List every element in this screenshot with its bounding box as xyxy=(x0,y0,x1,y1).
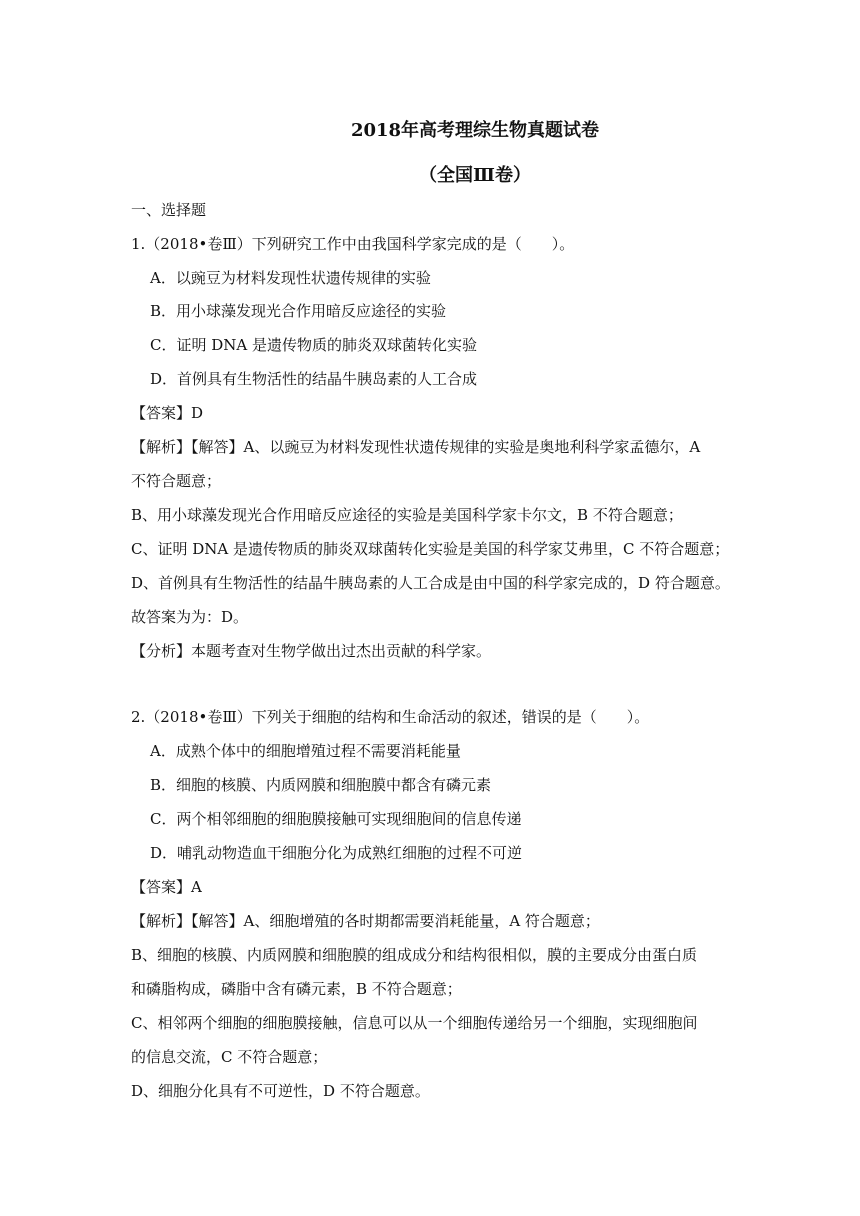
q2-explanation-line-3a: C、相邻两个细胞的细胞膜接触，信息可以从一个细胞传递给另一个细胞，实现细胞间 xyxy=(131,1014,698,1032)
q1-analysis: 【分析】本题考查对生物学做出过杰出贡献的科学家。 xyxy=(131,642,492,660)
document-title: 2018年高考理综生物真题试卷 xyxy=(350,120,600,141)
q1-answer: 【答案】D xyxy=(131,404,204,422)
section-heading: 一、选择题 xyxy=(131,201,207,219)
q1-option-d: D．首例具有生物活性的结晶牛胰岛素的人工合成 xyxy=(150,370,478,388)
q1-explanation-line-1b: 不符合题意； xyxy=(131,472,222,490)
q1-option-c: C．证明 DNA 是遗传物质的肺炎双球菌转化实验 xyxy=(150,336,477,354)
q2-explanation-line-4: D、细胞分化具有不可逆性，D 不符合题意。 xyxy=(131,1082,430,1100)
q2-option-b: B．细胞的核膜、内质网膜和细胞膜中都含有磷元素 xyxy=(150,776,492,794)
q2-explanation-line-1: 【解析】【解答】A、细胞增殖的各时期都需要消耗能量，A 符合题意； xyxy=(131,912,600,930)
q1-explanation-line-2: B、用小球藻发现光合作用暗反应途径的实验是美国科学家卡尔文，B 不符合题意； xyxy=(131,506,683,524)
q2-option-d: D．哺乳动物造血干细胞分化为成熟红细胞的过程不可逆 xyxy=(150,844,523,862)
q2-explanation-line-2b: 和磷脂构成，磷脂中含有磷元素，B 不符合题意； xyxy=(131,980,462,998)
q1-stem: 1.（2018•卷Ⅲ）下列研究工作中由我国科学家完成的是（ ）。 xyxy=(131,235,575,253)
q2-answer: 【答案】A xyxy=(131,878,202,896)
q2-stem: 2.（2018•卷Ⅲ）下列关于细胞的结构和生命活动的叙述，错误的是（ ）。 xyxy=(131,708,650,726)
q2-explanation-line-2a: B、细胞的核膜、内质网膜和细胞膜的组成成分和结构很相似，膜的主要成分由蛋白质 xyxy=(131,946,698,964)
document-subtitle: （全国Ⅲ卷） xyxy=(419,165,531,186)
q2-explanation-line-3b: 的信息交流，C 不符合题意； xyxy=(131,1048,328,1066)
q2-option-a: A．成熟个体中的细胞增殖过程不需要消耗能量 xyxy=(150,742,461,760)
q1-explanation-line-1: 【解析】【解答】A、以豌豆为材料发现性状遗传规律的实验是奥地利科学家孟德尔，A xyxy=(131,438,701,456)
q2-option-c: C．两个相邻细胞的细胞膜接触可实现细胞间的信息传递 xyxy=(150,810,522,828)
q1-conclusion: 故答案为为：D。 xyxy=(131,608,249,626)
q1-option-a: A．以豌豆为材料发现性状遗传规律的实验 xyxy=(150,269,431,287)
q1-explanation-line-4: D、首例具有生物活性的结晶牛胰岛素的人工合成是由中国的科学家完成的，D 符合题意。 xyxy=(131,574,730,592)
q1-explanation-line-3: C、证明 DNA 是遗传物质的肺炎双球菌转化实验是美国的科学家艾弗里，C 不符合题意； xyxy=(131,540,730,558)
q1-option-b: B．用小球藻发现光合作用暗反应途径的实验 xyxy=(150,302,447,320)
